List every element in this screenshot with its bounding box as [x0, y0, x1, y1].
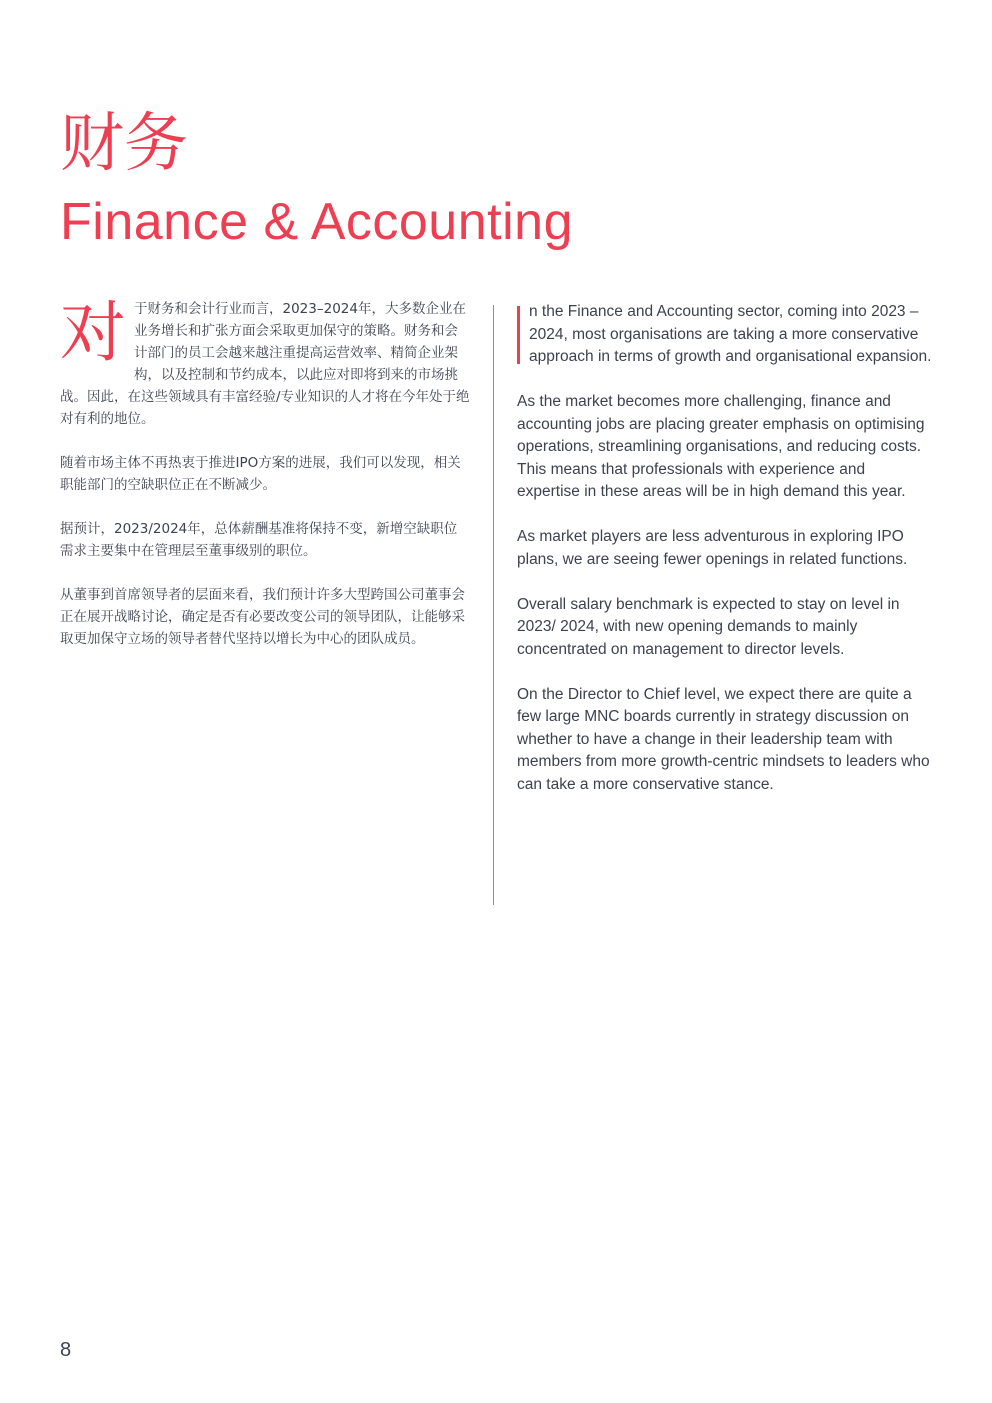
english-paragraph-2: As the market becomes more challenging, finance and accounting jobs are placing greater emphasis on optimising operations, streamlining organisations, and reducing costs. This means that professionals with experience and expertise in these areas will be in high demand this year. [517, 393, 925, 500]
english-drop-cap [517, 306, 520, 364]
section-title-chinese: 财务 [60, 107, 188, 181]
english-paragraph-4: Overall salary benchmark is expected to stay on level in 2023/ 2024, with new opening demands to mainly concentrated on management to director levels. [517, 595, 900, 658]
chinese-paragraph-1 [60, 294, 470, 430]
chinese-paragraph-2: 随着市场主体不再热衷于推进IPO方案的进展，我们可以发现，相关职能部门的空缺职位正在不断减少。 [60, 455, 461, 493]
english-text-column [517, 301, 932, 819]
column-divider [493, 305, 494, 905]
chinese-paragraph-4: 从董事到首席领导者的层面来看，我们预计许多大型跨国公司董事会正在展开战略讨论，确定是否有必要改变公司的领导团队，让能够采取更加保守立场的领导者替代坚持以增长为中心的团队成员。 [60, 587, 465, 647]
english-paragraph-5: On the Director to Chief level, we expect there are quite a few large MNC boards currently in strategy discussion on whether to have a change in their leadership team with members from more growth-centric mindsets to leaders who can take a more conservative stance. [517, 685, 930, 793]
chinese-text-column [60, 294, 470, 672]
english-paragraph-3: As market players are less adventurous in exploring IPO plans, we are seeing fewer openings in related functions. [517, 528, 908, 568]
section-title-english: Finance & Accounting [60, 193, 573, 251]
english-paragraph-1 [517, 301, 932, 369]
english-paragraph-1-text: n the Finance and Accounting sector, coming into 2023 – 2024, most organisations are taking a more conservative approach in terms of growth and organisational expansion. [529, 303, 932, 365]
chinese-drop-cap: 对 [60, 294, 126, 371]
page-number: 8 [60, 1339, 72, 1361]
chinese-paragraph-3: 据预计，2023/2024年，总体薪酬基准将保持不变，新增空缺职位需求主要集中在管理层至董事级别的职位。 [60, 521, 458, 559]
chinese-paragraph-1-text: 于财务和会计行业而言，2023–2024年，大多数企业在业务增长和扩张方面会采取更加保守的策略。财务和会计部门的员工会越来越注重提高运营效率、精简企业架构，以及控制和节约成本，以此应对即将到来的市场挑战。因此，在这些领域具有丰富经验/专业知识的人才将在今年处于绝对有利的地位。 [60, 301, 470, 427]
